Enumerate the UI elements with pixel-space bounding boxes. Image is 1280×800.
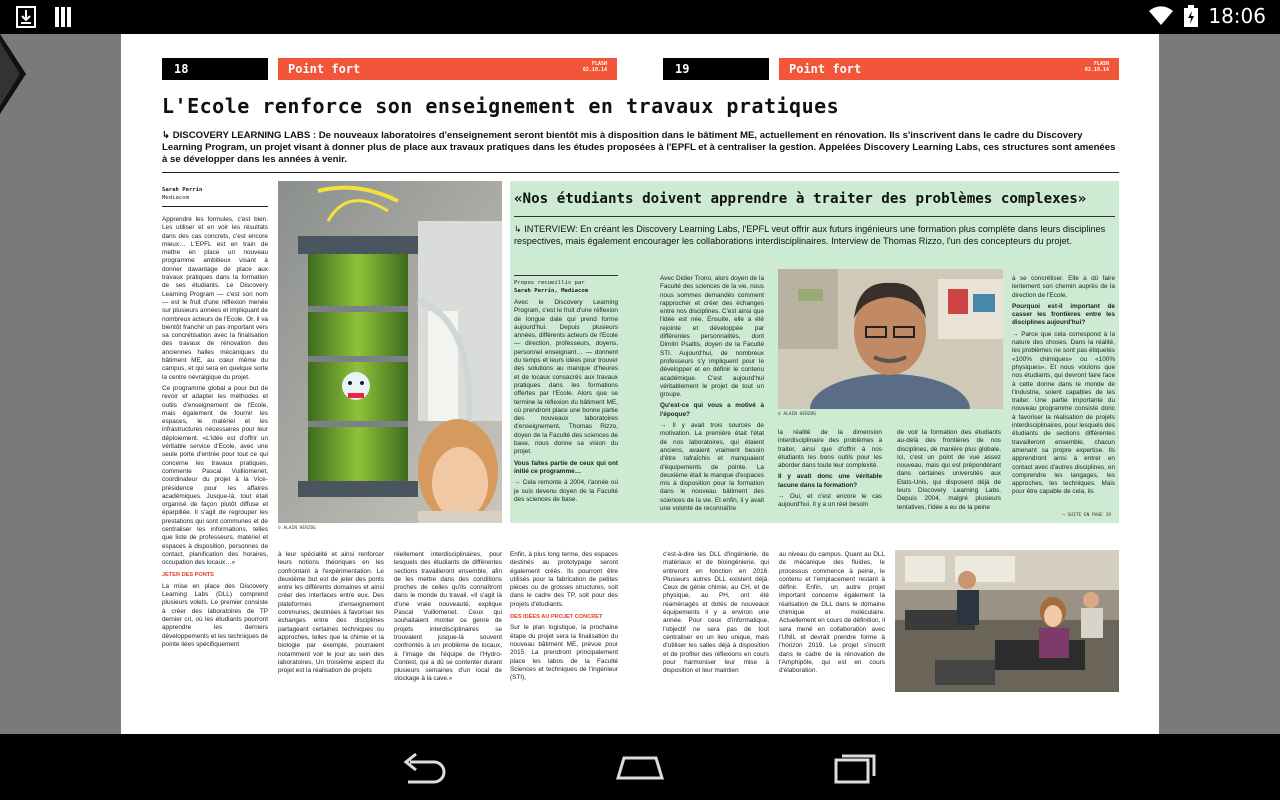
paragraph: La mise en place des Discovery Learning Labs (DLL) comprend plusieurs volets. Le premier consiste à créer des laboratoires de TP dernier cri, où les étudiants pourront apprendre les derniers développements et les techniques de pointe liées spécifiquement — [162, 582, 268, 648]
section-label-text: Point fort — [288, 62, 361, 76]
interview-column-4 — [897, 429, 1001, 517]
photo-credit: © ALAIN HERZOG — [778, 412, 816, 417]
interview-box — [510, 181, 1119, 523]
section-label-right — [779, 58, 1119, 80]
byline-org: Mediacom — [162, 195, 189, 201]
paragraph: la réalité de la dimension interdisciplinaire des problèmes à traiter, ainsi que d'offrir à nos étudiants les bons outils pour les aborder dans toute leur complexité. — [778, 429, 882, 470]
arrow-right-icon: → — [1062, 513, 1065, 518]
wifi-icon — [1148, 6, 1174, 26]
recent-apps-button[interactable] — [832, 748, 880, 786]
paragraph: Avec le Discovery Learning Program, c'est le fruit d'une réflexion de longue date qui prend forme aujourd'hui. Depuis plusieurs années, différents acteurs de l'Ecole — direction, professeurs, doyens, personnel enseignant… — donnent du temps et leurs idées pour trouver des solutions au manque d'heures et de locaux consacrés aux travaux pratiques dans les formations offertes par l'Ecole. Alors que se termine la réflexion du bâtiment ME, où prendront place une bonne partie des nouveaux laboratoires d'enseignement, Thomas Rizzo, doyen de la Faculté des sciences de base, nous donne sa vision du projet. — [514, 299, 618, 456]
back-button[interactable] — [400, 748, 448, 786]
previous-page-arrow-icon[interactable] — [0, 34, 26, 114]
article-byline — [162, 186, 268, 207]
magazine-spread — [121, 34, 1159, 734]
mini-masthead: FLASH 02.10.14 — [1084, 61, 1109, 73]
question: Vous faites partie de ceux qui ont initié ce programme… — [514, 459, 618, 475]
article-column-3 — [394, 551, 502, 691]
interview-column-3 — [778, 429, 882, 517]
divider — [162, 172, 1119, 173]
byline-label: Propos recueillis par — [514, 280, 585, 286]
interview-lead: ↳ INTERVIEW: En créant les Discovery Learning Labs, l'EPFL veut offrir aux futurs ingénieurs une formation plus complète dans leurs disciplines respectives, mais également encourager les collaborations interdisciplinaires. Interview de Thomas Rizzo, l'un des concepteurs du projet. — [514, 224, 1106, 246]
paragraph: c'est-à-dire les DLL d'ingénierie, de matériaux et de bioingénierie, qui entreront en fonction en 2016. Plusieurs autres DLL existent déjà. Ceux de génie chimie, au CH, et de physique, au PH, ont été réaménagés et dotés de nouveaux équipements il y a environ une année. Pour ceux d'informatique, l'objectif ne sera pas de tout centraliser en un lieu unique, mais d'utiliser les salles déjà à disposition et de profiter des réflexions en cours pour harmoniser leur mise à disposition et leur maintien — [663, 551, 769, 675]
portrait-photo — [778, 269, 1003, 409]
paragraph: Enfin, à plus long terme, des espaces destinés au prototypage seront également créés. Ils pourront être utilisés pour la fabrication de petites pièces ou de grosses structures, soit dans le cadre des TP, soit pour des projets d'étudiants. — [510, 551, 618, 608]
question: Pourquoi est-il important de casser les frontières entre les disciplines aujourd'hui? — [1012, 302, 1115, 327]
article-column-2 — [278, 551, 384, 691]
library-icon[interactable] — [54, 6, 74, 28]
clock: 18:06 — [1208, 4, 1266, 28]
section-label-text: Point fort — [789, 62, 862, 76]
interview-column-1 — [514, 299, 618, 519]
paragraph: Sur le plan logistique, la prochaine étape du projet sera la finalisation du nouveau bâtiment ME, prévue pour 2015. La prendront principalement place les labos de la Faculté Sciences et techniques de l'ingénieur (STI), — [510, 624, 618, 682]
article-column-1 — [162, 216, 268, 686]
download-icon[interactable] — [16, 6, 36, 28]
byline-name: Sarah Perrin — [162, 187, 203, 193]
subheading: DES IDÉES AU PROJET CONCRET — [510, 614, 603, 621]
interview-column-5 — [1012, 275, 1115, 509]
article-column-4 — [510, 551, 618, 691]
lab-classroom-photo — [895, 550, 1119, 692]
page-number-left: 18 — [162, 58, 268, 80]
article-lead: ↳ DISCOVERY LEARNING LABS : De nouveaux laboratoires d'enseignement seront bientôt mis à disposition dans le bâtiment ME, actuellement en rénovation. Ils s'inscrivent dans le cadre du Discovery Learning Program, un projet visant à donner plus de place aux travaux pratiques dans les études proposées à l'EPFL et à centraliser la gestion. Appelées Discovery Learning Labs, ces structures sont amenées à se développer dans les années à venir. — [162, 130, 1116, 165]
article-column-5 — [663, 551, 769, 691]
paragraph: à leur spécialité et ainsi renforcer leurs notions théoriques en les confrontant à l'expérimentation. Le deuxième but est de jeter des ponts entre les différents domaines et ainsi créer des interfaces entre eux. Des plateformes d'enseignement communes, destinées à favoriser les échanges entre des disciplines partageant certaines techniques ou approches, telles que la chimie et la biologie par exemple, pourraient notamment voir le jour au sein des laboratoires. Un troisième aspect du projet est la réalisation de projets — [278, 551, 384, 675]
paragraph: Avec Didier Trono, alors doyen de la Faculté des sciences de la vie, nous nous sommes demandés comment rapprocher et créer des échanges entre nos disciplines. C'est ainsi que l'idée est née. Ensuite, elle a été rejointe et développée par différentes personnalités, dont Dimitri Psaltis, doyen de la Faculté STI. Aujourd'hui, de nombreux professeurs s'y impliquent pour le développer et en définir le contenu académique. C'est aujourd'hui véritablement le projet de tout un groupe. — [660, 275, 764, 399]
question: Qu'est-ce qui vous a motivé à l'époque? — [660, 402, 764, 418]
page-number-right: 19 — [663, 58, 769, 80]
divider — [514, 216, 1115, 217]
article-title: L'Ecole renforce son enseignement en travaux pratiques — [162, 94, 840, 118]
answer: → Oui, et c'est encore le cas aujourd'hui. Il y a un réel besoin — [778, 493, 882, 509]
paragraph: au niveau du campus. Quant au DLL de mécanique des fluides, le processus commence à peine, le contenu et l'emplacement restant à définir. Enfin, un autre projet important concerne également la réalisation de DLL dans le domaine chimique et moléculaire. Actuellement en cours de définition, il sera mené en collaboration avec l'UNIL et devrait prendre forme à l'horizon 2019. Le projet s'inscrit dans le cadre de la rénovation de l'Amphipôle, qui est en cours d'élaboration. — [779, 551, 885, 675]
interview-title: «Nos étudiants doivent apprendre à traiter des problèmes complexes» — [514, 191, 1087, 207]
mini-masthead: FLASH 02.10.14 — [582, 61, 607, 73]
lab-photo — [278, 181, 502, 523]
paragraph: de voir la formation des étudiants au-delà des frontières de nos disciplines, de manière plus globale. Ici, c'est un point de vue assez nouveau, mais qui est prépondérant dans certaines universités aux Etats-Unis, qui disposent déjà de leurs Discovery Learning Labs. Depuis 2004, malgré plusieurs tentatives, l'idée a eu de la peine — [897, 429, 1001, 511]
answer: → Cela remonte à 2004, l'année où je suis devenu doyen de la Faculté des sciences de base. — [514, 479, 618, 503]
home-button[interactable] — [614, 748, 666, 786]
paragraph: réellement interdisciplinaires, pour lesquels des étudiants de différentes sections travailleront ensemble, afin de les mettre dans des conditions proches de celles qu'ils connaîtront dans le monde du travail. «Il s'agit là d'une vraie nouveauté, explique Pascal Vuillomenet. Ceux qui souhaitaient monter ce genre de projets interdisciplinaires se trouvaient jusque-là souvent confrontés à un problème de locaux, à l'image de l'équipe de l'Hydro-Contest, qui a dû se contenter durant plusieurs semaines d'un local de stockage à la cave.» — [394, 551, 502, 683]
paragraph: Ce programme global a pour but de revoir et adapter les méthodes et outils d'enseignement de l'Ecole, mais également de fournir les espaces, le matériel et les infrastructures nécessaires pour leur déploiement. «L'idée est d'offrir un véritable service d'Ecole, avec une seule porte d'entrée pour tout ce qui concerne les travaux pratiques, commente Pascal Vuilliomenet, coordinateur du projet à la Vice-présidence pour les affaires académiques. Jusque-là, tout était organisé de façon plutôt diffuse et éparpillée. Il s'agit de regrouper les prestations qui sont communes et de centraliser les informations, telles que liste de professeurs, matériel et espaces à disposition, personnes de contact, planification des horaires, occupation des locaux…» — [162, 384, 268, 567]
paragraph: à se concrétiser. Elle a dû faire lentement son chemin auprès de la direction de l'Ecole. — [1012, 275, 1115, 299]
question: Il y avait donc une véritable lacune dans la formation? — [778, 473, 882, 489]
photo-credit: © ALAIN HERZOG — [278, 526, 316, 531]
battery-charging-icon — [1184, 5, 1198, 27]
article-column-6 — [779, 551, 885, 691]
status-bar — [0, 0, 1280, 34]
answer: → Il y avait trois sources de motivation. La première était l'état de nos laboratoires, qui étaient anciens, avaient vraiment besoin d'être rafraîchis et manquaient d'équipements de pointe. La deuxième était le manque d'espaces mis à disposition pour la formation dans le nouveau bâtiment des sciences de la vie. Et enfin, il y avait une volonté de reconnaître — [660, 422, 764, 513]
interview-column-2 — [660, 275, 764, 517]
navigation-bar — [0, 734, 1280, 800]
answer: → Parce que cela correspond à la nature des choses. Dans la réalité, les problèmes ne sont pas étiquetés «100% chimiques» ou «100% physiques». Et nous voulons que nos étudiants, qui devront faire face à cette donne dans le monde de l'industrie, soient capables de les traiter. Une partie importante du nouveau programme consiste donc à favoriser la réalisation de projets interdisciplinaires, pour lesquels des étudiants de sections différentes travailleront ensemble, chacun amenant sa propre expertise. Ils apprendront ainsi à entrer en contact avec d'autres disciplines, en comprendre les langages, les approches, les techniques. Mais pour être capable de cela, ils — [1012, 330, 1115, 496]
byline-name: Sarah Perrin, Mediacom — [514, 288, 589, 294]
subheading: JETER DES PONTS — [162, 572, 214, 579]
section-label-left — [278, 58, 617, 80]
continued-text: SUITE EN PAGE 19 — [1067, 513, 1111, 518]
paragraph: Apprendre les formules, c'est bien. Les utiliser et en voir les résultats dans des cas concrets, c'est encore mieux… L'EPFL est en train de mettre en place un nouveau programme ambitieux visant à donner davantage de place aux travaux pratiques dans la formation de ses étudiants. Le Discovery Learning Program — c'est son nom — est le fruit d'une réflexion menée sur plusieurs années et impliquant de nombreux acteurs de l'Ecole. Or, il va bientôt franchir un pas important vers sa concrétisation avec la finalisation des travaux de rénovation des anciennes halles mécaniques du bâtiment ME, au cœur même du campus, et qui sera en quelque sorte la centre névralgique du projet. — [162, 216, 268, 381]
interview-byline — [514, 275, 618, 295]
continued-link[interactable] — [1062, 513, 1111, 518]
